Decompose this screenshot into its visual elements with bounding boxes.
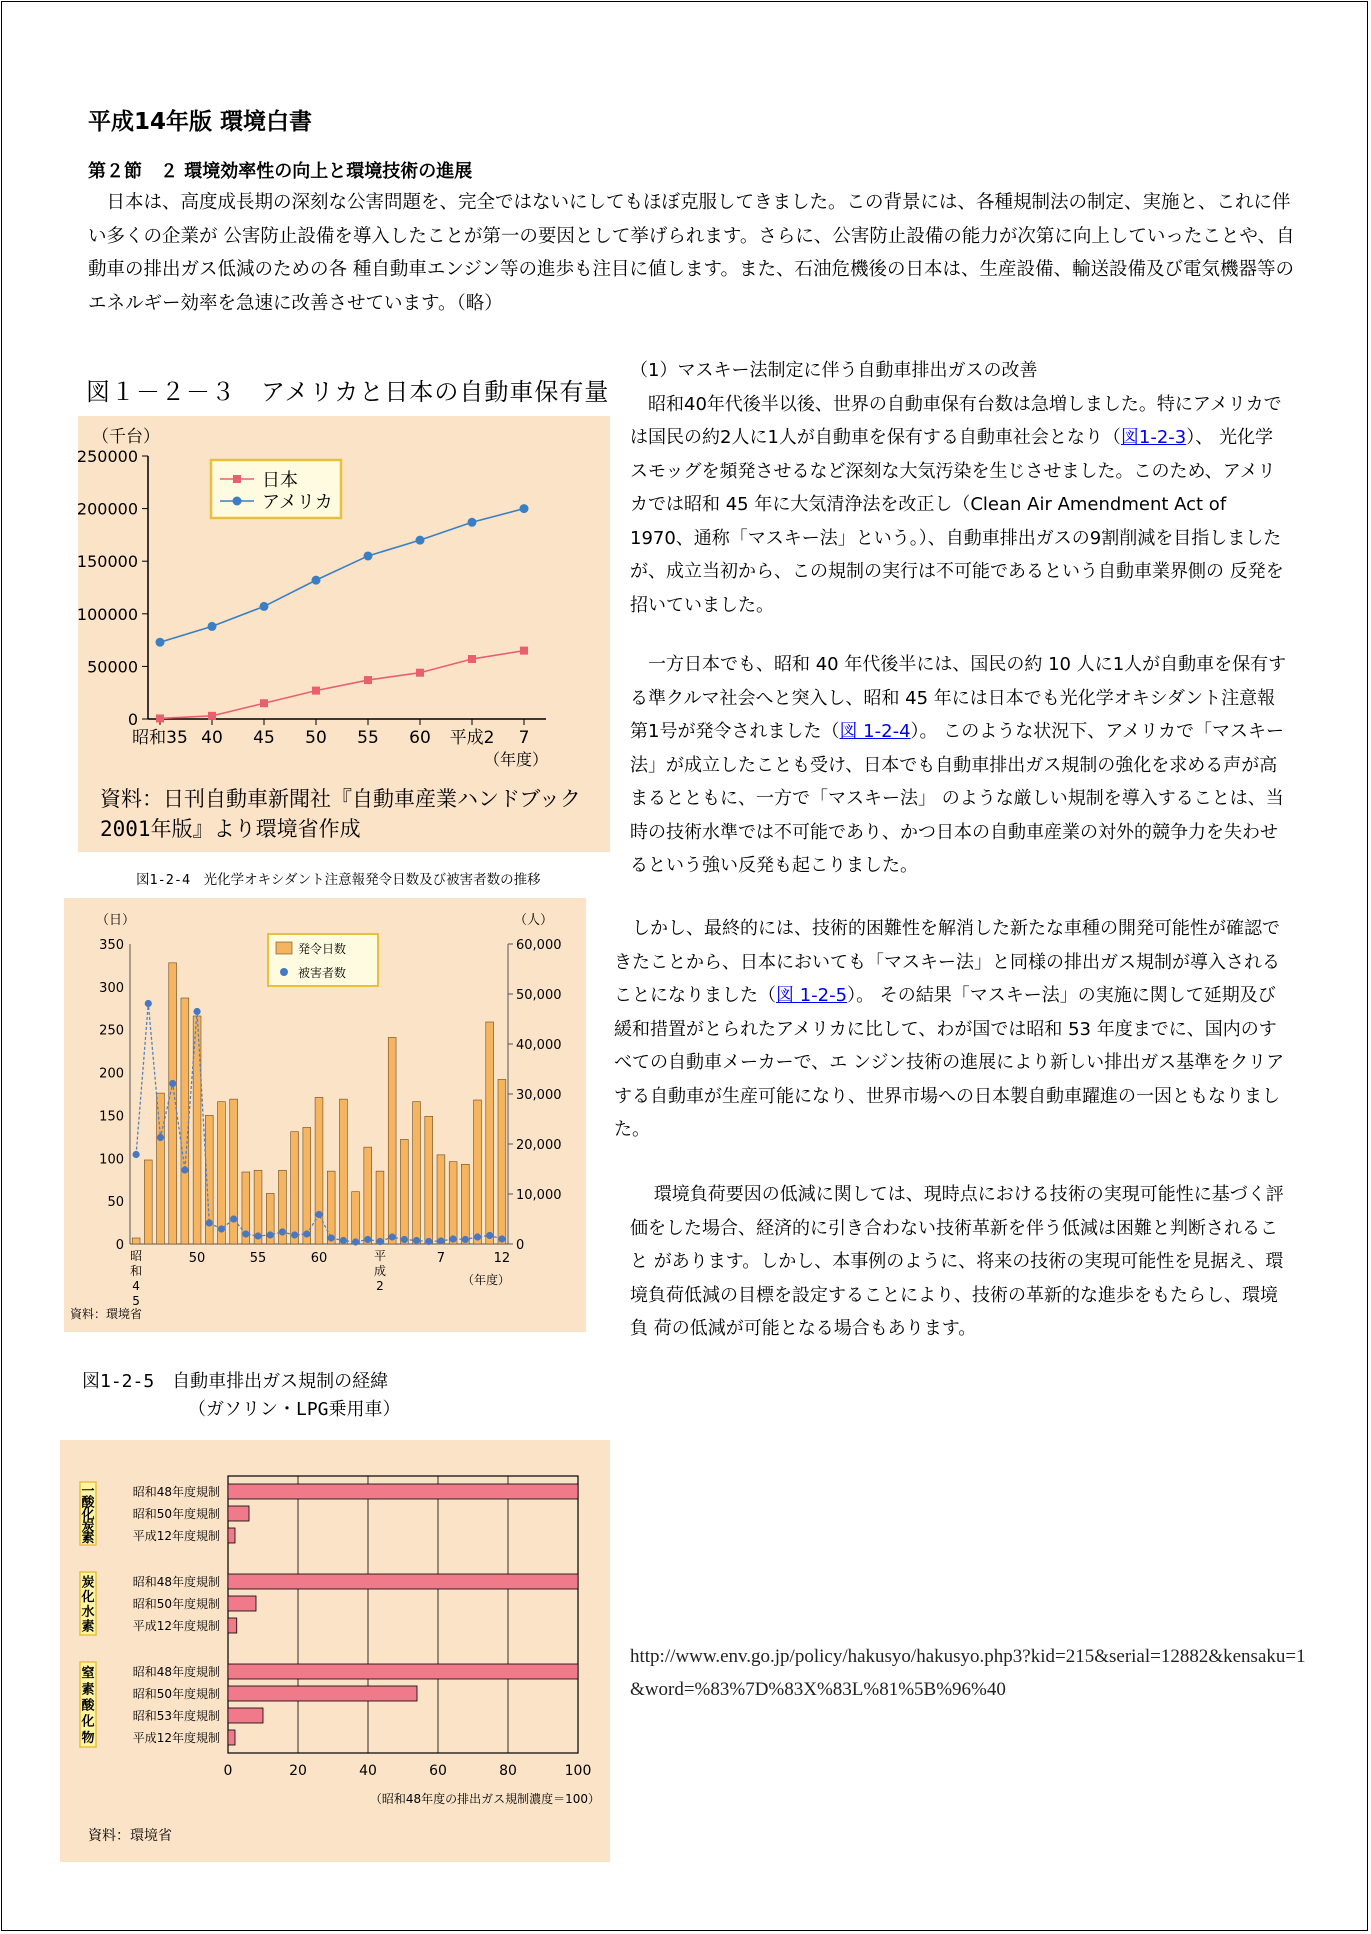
fig3-bar-label: 昭和48年度規制: [132, 1665, 220, 1679]
fig3-source: 資料：環境省: [88, 1828, 172, 1844]
fig2-victims-point: [206, 1219, 213, 1226]
fig2-bar: [376, 1171, 384, 1244]
fig3-bar: [228, 1664, 578, 1679]
fig-1-2-5-link[interactable]: 図 1-2-5: [776, 985, 848, 1006]
fig2-victims-point: [145, 1000, 152, 1007]
fig2-chart: [64, 898, 586, 1332]
fig3-group-label: 素: [81, 1619, 95, 1635]
fig3-bar-label: 平成12年度規制: [132, 1731, 220, 1745]
fig1-y-tick-label: 0: [127, 710, 138, 729]
fig2-victims-point: [401, 1236, 408, 1243]
fig1-panel: [78, 416, 610, 852]
fig1-point: [364, 676, 372, 684]
fig2-right-tick-label: 50,000: [516, 988, 562, 1003]
fig1-x-tick-label: 50: [305, 728, 327, 748]
fig3-bar-label: 昭和50年度規制: [132, 1687, 220, 1701]
fig1-x-tick-label: 60: [409, 728, 431, 748]
fig2-victims-point: [352, 1238, 359, 1245]
page-title: 平成14年版 環境白書: [88, 109, 313, 135]
fig3-bar-label: 平成12年度規制: [132, 1619, 220, 1633]
fig3-bar-label: 昭和48年度規制: [132, 1485, 220, 1499]
fig2-right-tick-label: 60,000: [516, 938, 562, 953]
fig2-title: 図1-2-4 光化学オキシダント注意報発令日数及び被害者数の推移: [136, 872, 541, 888]
fig2-left-tick-label: 250: [99, 1023, 124, 1039]
fig3-group-label: 化: [81, 1590, 95, 1606]
fig2-victims-point: [181, 1166, 188, 1173]
fig3-group-label: 素: [81, 1682, 95, 1698]
fig3-group-label: 水: [81, 1604, 95, 1620]
fig1-point: [312, 687, 320, 695]
fig2-victims-point: [413, 1237, 420, 1244]
source-url[interactable]: http://www.env.go.jp/policy/hakusyo/hakusyo.php3?kid=215&serial=12882&kensaku=1&word=%83%7D%83X%83L%81%5B%96%40: [630, 1646, 1306, 1700]
fig3-bar: [228, 1730, 235, 1745]
fig2-bar: [315, 1097, 323, 1244]
fig3-bar-label: 平成12年度規制: [132, 1529, 220, 1543]
paragraph-1: [630, 354, 1290, 622]
fig1-legend-marker: [233, 497, 242, 506]
fig2-x-tick-label: 昭: [130, 1249, 143, 1263]
fig3-title: 図1-2-5 自動車排出ガス規制の経緯 （ガソリン・LPG乗用車）: [82, 1371, 401, 1420]
fig3-bar: [228, 1506, 249, 1521]
paragraph-1-heading: （1）マスキー法制定に伴う自動車排出ガスの改善: [630, 360, 1038, 381]
intro-paragraph: 日本は、高度成長期の深刻な公害問題を、完全ではないにしてもほぼ克服してきました。この背景には、各種規制法の制定、実施と、これに伴い多くの企業が 公害防止設備を導入したことが第一の要因として挙げられます。さらに、公害防止設備の能力が次第に向上していったことや、自動車の排出ガス低減のための各 種自動車エンジン等の進歩も注目に値します。また、石油危機後の日本は、生産設備、輸送設備及び電気機器等のエネルギー効率を急速に改善させています。（略）: [88, 192, 1295, 314]
fig3-group-label: 一: [81, 1483, 95, 1499]
fig1-source: 資料：日刊自動車新聞社『自動車産業ハンドブック2001年版』より環境省作成: [100, 787, 581, 841]
fig2-victims-point: [279, 1228, 286, 1235]
fig1-legend-marker: [233, 475, 241, 483]
fig3-bar-label: 昭和50年度規制: [132, 1597, 220, 1611]
fig2-victims-point: [425, 1238, 432, 1245]
fig3-bar: [228, 1528, 235, 1543]
fig2-victims-point: [230, 1215, 237, 1222]
fig2-bar: [400, 1139, 408, 1244]
fig2-right-tick-label: 30,000: [516, 1088, 562, 1103]
fig3-group-label: 化: [81, 1714, 95, 1730]
fig2-victims-point: [450, 1235, 457, 1242]
fig3-bar-label: 昭和53年度規制: [132, 1709, 220, 1723]
fig1-point: [260, 602, 269, 611]
fig3-group-label: 物: [81, 1730, 95, 1746]
fig1-point: [156, 714, 164, 722]
fig2-left-tick-label: 350: [99, 938, 124, 953]
fig2-bar: [218, 1102, 226, 1244]
fig2-x-tick-label: 55: [249, 1251, 267, 1266]
fig1-x-tick-label: 7: [518, 728, 530, 748]
fig2-victims-point: [486, 1232, 493, 1239]
fig2-victims-point: [218, 1225, 225, 1232]
fig2-victims-point: [267, 1231, 274, 1238]
fig1-point: [520, 504, 529, 513]
fig2-victims-point: [169, 1080, 176, 1087]
fig3-bar: [228, 1708, 263, 1723]
paragraph-1-body: 昭和40年代後半以後、世界の自動車保有台数は急増しました。特にアメリカでは国民の約2人に1人が自動車を保有する自動車社会となり（図1-2-3）、 光化学スモッグを頻発させるなど深刻な大気汚染を生じさせました。このため、アメリカでは昭和 45 年に大気清浄法を改正し（Clean Air Amendment Act of 1970、通称「マスキー法」という。）、自動車排出ガスの9割削減を目指しましたが、成立当初から、この規制の実行は不可能であるという自動車業界側の 反発を招いていました。: [630, 393, 1284, 616]
fig2-x-tick-label: 平: [373, 1249, 386, 1263]
fig2-bar: [144, 1160, 152, 1244]
fig1-point: [208, 622, 217, 631]
fig2-victims-point: [437, 1237, 444, 1244]
fig1-point: [260, 699, 268, 707]
fig2-x-tick-label: 和: [130, 1264, 143, 1278]
fig3-chart: [60, 1440, 610, 1862]
fig2-right-unit: （人）: [514, 913, 554, 928]
fig2-victims-point: [193, 1008, 200, 1015]
fig-1-2-3-link[interactable]: 図1-2-3: [1120, 427, 1187, 448]
fig3-bar: [228, 1618, 237, 1633]
fig1-point: [416, 669, 424, 677]
fig2-left-tick-label: 0: [115, 1238, 124, 1253]
fig1-legend-label: 日本: [262, 470, 298, 491]
fig2-bar: [364, 1147, 372, 1244]
fig1-y-tick-label: 250000: [78, 447, 138, 466]
fig3-bar-label: 昭和48年度規制: [132, 1575, 220, 1589]
fig2-legend-label: 発令日数: [298, 942, 347, 956]
fig3-note: （昭和48年度の排出ガス規制濃度＝100）: [369, 1792, 600, 1806]
fig3-group-label: 素: [81, 1531, 95, 1547]
fig2-bar: [437, 1155, 445, 1244]
fig3-x-tick-label: 20: [289, 1763, 307, 1779]
fig3-plot-frame: [228, 1476, 578, 1753]
fig1-point: [312, 576, 321, 585]
fig1-x-unit: （年度）: [483, 750, 548, 769]
fig2-left-tick-label: 300: [99, 980, 124, 996]
fig3-x-tick-label: 60: [429, 1763, 447, 1779]
fig3-group-label: 炭: [81, 1575, 95, 1591]
fig1-point: [468, 518, 477, 527]
fig2-legend-marker: [276, 942, 292, 954]
fig2-left-unit: （日）: [96, 913, 136, 928]
fig1-legend-label: アメリカ: [262, 492, 333, 513]
fig3-bar: [228, 1484, 578, 1499]
fig2-bar: [352, 1192, 360, 1244]
fig2-right-tick-label: 20,000: [516, 1138, 562, 1153]
fig3-bar: [228, 1574, 578, 1589]
fig2-legend-label: 被害者数: [298, 966, 347, 980]
fig2-bar: [486, 1022, 494, 1244]
fig3-x-tick-label: 0: [223, 1763, 233, 1779]
fig2-x-unit: （年度）: [461, 1273, 510, 1287]
fig2-victims-point: [315, 1211, 322, 1218]
fig3-x-tick-label: 40: [359, 1763, 377, 1779]
fig2-victims-point: [303, 1230, 310, 1237]
paragraph-3: しかし、最終的には、技術的困難性を解消した新たな車種の開発可能性が確認できたことから、日本においても「マスキー法」と同様の排出ガス規制が導入されることになりました（図 1-2-5）。 その結果「マスキー法」の実施に関して延期及び緩和措置がとられたアメリカに比して、わが国では昭和 53 年度までに、国内のすべての自動車メーカーで、エ ンジン技術の進展により新しい排出ガス基準をクリアする自動車が生産可能になり、世界市場への日本製自動車躍進の一因ともなりました。: [614, 918, 1285, 1140]
fig2-x-tick-label: 7: [436, 1251, 446, 1266]
fig-1-2-4-link[interactable]: 図 1-2-4: [839, 721, 911, 742]
fig2-x-tick-label: 2: [376, 1279, 384, 1293]
fig2-right-tick-label: 40,000: [516, 1038, 562, 1053]
fig2-bar: [388, 1037, 396, 1244]
fig2-bar: [474, 1100, 482, 1244]
fig1-y-tick-label: 150000: [78, 552, 138, 572]
fig2-bar: [413, 1102, 421, 1244]
fig2-left-tick-label: 100: [99, 1152, 124, 1168]
fig3-panel: [60, 1440, 610, 1862]
fig3-group-label: 酸: [81, 1698, 95, 1714]
fig2-victims-point: [132, 1151, 139, 1158]
fig1-series-line: [160, 509, 524, 643]
fig2-bar: [327, 1171, 335, 1244]
fig2-victims-point: [291, 1231, 298, 1238]
fig2-left-tick-label: 200: [99, 1066, 124, 1082]
fig2-x-tick-label: 60: [310, 1251, 328, 1266]
fig2-victims-point: [364, 1236, 371, 1243]
fig2-bar: [339, 1099, 347, 1244]
fig1-point: [156, 638, 165, 647]
fig1-point: [416, 536, 425, 545]
paragraph-2: 一方日本でも、昭和 40 年代後半には、国民の約 10 人に1人が自動車を保有する準クルマ社会へと突入し、昭和 45 年には日本でも光化学オキシダント注意報第1号が発令されました（図 1-2-4）。 このような状況下、アメリカで「マスキー法」が成立したことも受け、日本でも自動車排出ガス規制の強化を求める声が高まるとともに、一方で「マスキー法」 のような厳しい規制を導入することは、当時の技術水準では不可能であり、かつ日本の自動車産業の対外的競争力を失わせるという強い反発も起こりました。: [630, 654, 1287, 876]
fig2-source: 資料：環境省: [70, 1307, 143, 1321]
fig2-x-tick-label: 4: [132, 1279, 140, 1293]
fig2-bar: [303, 1127, 311, 1244]
fig3-group-label: 炭: [81, 1519, 95, 1535]
fig2-victims-point: [254, 1232, 261, 1239]
fig2-x-tick-label: 5: [132, 1294, 140, 1308]
paragraph-4: 環境負荷要因の低減に関しては、現時点における技術の実現可能性に基づく評価をした場合、経済的に引き合わない技術革新を伴う低減は困難と判断されること があります。しかし、本事例のように、将来の技術の実現可能性を見据え、環境負荷低減の目標を設定することにより、技術の革新的な進歩をもたらし、環境負 荷の低減が可能となる場合もあります。: [630, 1184, 1284, 1339]
fig3-x-tick-label: 80: [499, 1763, 517, 1779]
fig3-group-label: 窒: [81, 1666, 95, 1682]
fig2-victims-point: [157, 1134, 164, 1141]
fig2-x-tick-label: 成: [373, 1264, 386, 1278]
fig2-victims-point: [389, 1233, 396, 1240]
fig1-y-tick-label: 200000: [78, 499, 138, 519]
fig2-bar: [449, 1162, 457, 1244]
fig2-bar: [132, 1238, 140, 1244]
fig2-legend-marker: [280, 968, 288, 976]
fig2-bar: [461, 1164, 469, 1244]
fig2-left-tick-label: 150: [99, 1109, 124, 1125]
fig2-bar: [181, 998, 189, 1244]
fig1-x-tick-label: 45: [253, 728, 275, 748]
fig2-panel: [64, 898, 586, 1332]
fig3-x-tick-label: 100: [564, 1763, 592, 1779]
fig2-bar: [291, 1132, 299, 1244]
fig3-group-label: 化: [81, 1507, 95, 1523]
fig2-victims-point: [474, 1233, 481, 1240]
fig1-y-unit: （千台）: [92, 427, 160, 447]
fig2-bar: [157, 1093, 165, 1244]
fig1-x-tick-label: 55: [357, 728, 379, 748]
fig3-group-label: 酸: [81, 1495, 95, 1511]
fig1-title: 図１－２－３ アメリカと日本の自動車保有量: [86, 378, 610, 406]
fig1-point: [364, 551, 373, 560]
fig2-victims-point: [340, 1237, 347, 1244]
section-heading: 第２節 ２ 環境効率性の向上と環境技術の進展: [88, 161, 473, 182]
fig2-victims-point: [242, 1230, 249, 1237]
fig2-victims-point: [462, 1236, 469, 1243]
fig2-victims-point: [376, 1238, 383, 1245]
fig3-bar: [228, 1596, 256, 1611]
fig2-right-tick-label: 0: [516, 1238, 525, 1253]
fig1-point: [520, 647, 528, 655]
fig1-x-tick-label: 平成2: [449, 728, 495, 748]
fig3-bar-label: 昭和50年度規制: [132, 1507, 220, 1521]
fig2-bar: [498, 1079, 506, 1244]
fig1-y-tick-label: 100000: [78, 604, 138, 624]
fig2-bar: [425, 1116, 433, 1244]
fig1-y-tick-label: 50000: [87, 657, 138, 677]
fig2-victims-point: [328, 1234, 335, 1241]
fig1-x-tick-label: 40: [201, 728, 223, 748]
fig2-right-tick-label: 10,000: [516, 1188, 562, 1203]
fig2-victims-point: [498, 1235, 505, 1242]
fig1-point: [468, 655, 476, 663]
fig1-point: [208, 712, 216, 720]
fig3-bar: [228, 1686, 417, 1701]
fig2-left-tick-label: 50: [107, 1195, 124, 1211]
fig2-x-tick-label: 12: [493, 1251, 511, 1266]
fig1-x-tick-label: 昭和35: [132, 728, 188, 748]
fig2-x-tick-label: 50: [188, 1251, 206, 1266]
